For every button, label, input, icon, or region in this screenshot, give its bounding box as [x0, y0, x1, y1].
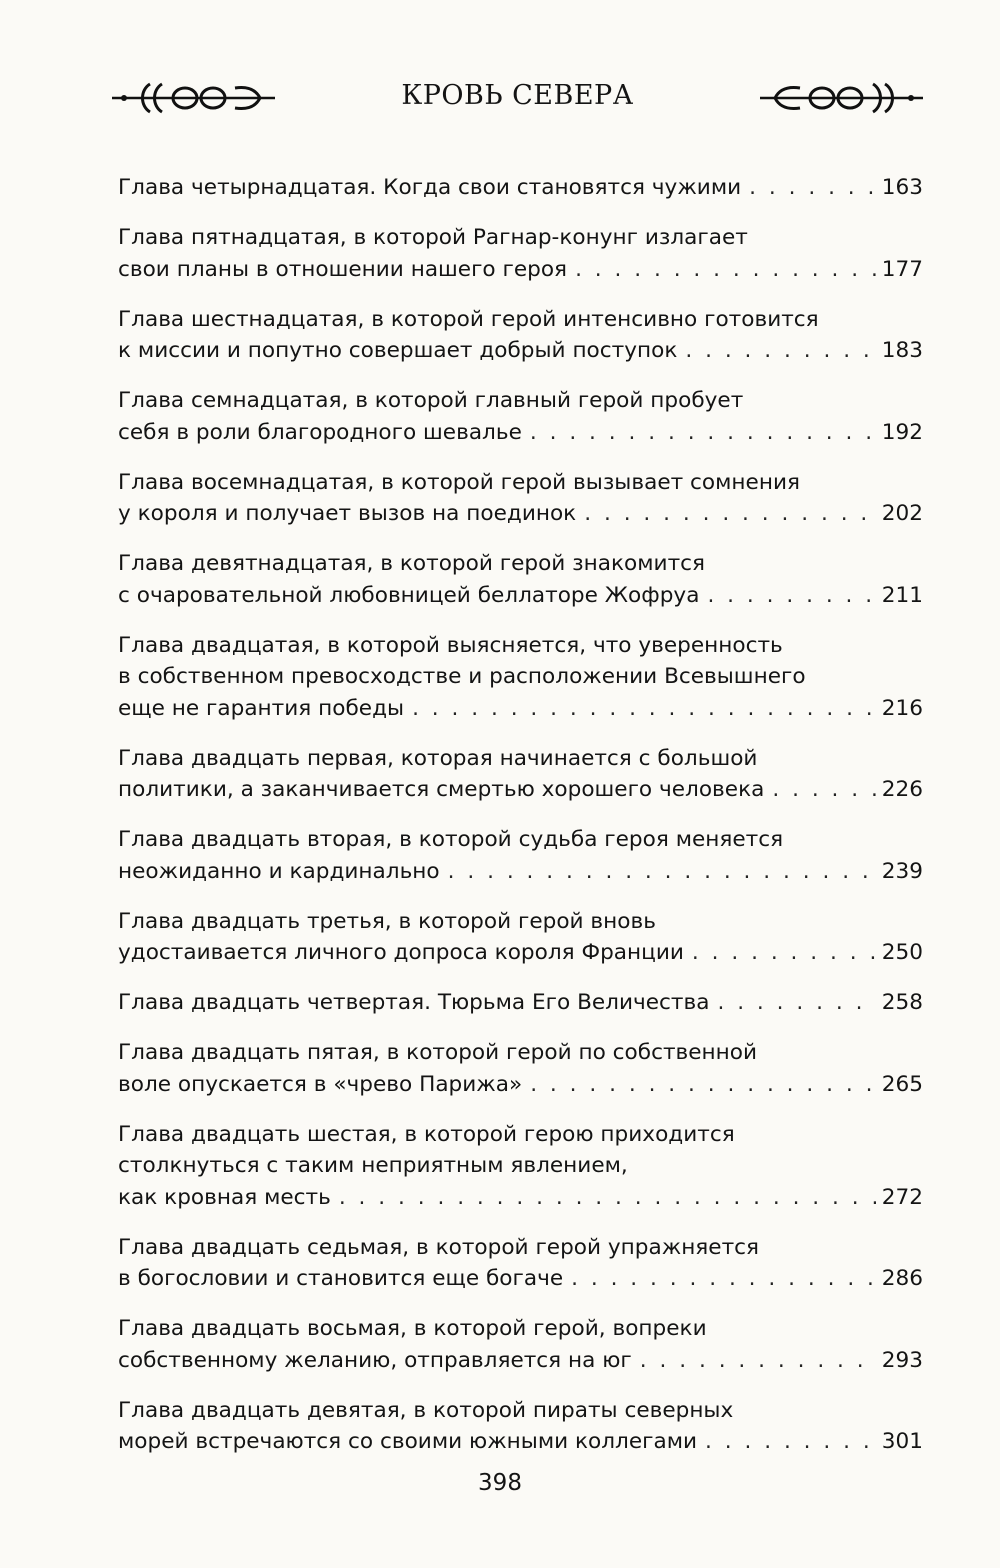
- toc-entry: [118, 1119, 923, 1214]
- toc-entry-last-line: [118, 335, 923, 367]
- toc-entry-line: свои планы в отношении нашего героя: [118, 256, 568, 282]
- toc-entry-line: Глава двадцать девятая, в которой пираты северных: [118, 1397, 734, 1423]
- toc-entry-line: Глава двадцать пятая, в которой герой по собственной: [118, 1040, 758, 1065]
- dot-leader: [530, 1069, 876, 1101]
- toc-page-number: 216: [881, 695, 923, 721]
- toc-page-number: 226: [881, 777, 923, 802]
- dot-leader: [640, 1345, 876, 1377]
- page-number: 398: [478, 1470, 522, 1496]
- toc-entry-line: с очаровательной любовницей беллаторе Жофруа: [118, 582, 700, 608]
- toc-entry-last-line: [118, 1345, 923, 1377]
- toc-entry: [118, 743, 923, 806]
- toc-entry-last-line: [118, 498, 923, 530]
- toc-entry: [118, 1313, 923, 1376]
- toc-entry-line: собственному желанию, отправляется на юг: [118, 1347, 632, 1373]
- toc-entry-last-line: [118, 1069, 923, 1101]
- toc-page-number: 211: [881, 582, 923, 608]
- toc-entry: [118, 1037, 923, 1100]
- table-of-contents: [118, 172, 923, 1476]
- toc-entry-line: в богословии и становится еще богаче: [118, 1266, 564, 1291]
- dot-leader: [772, 774, 875, 806]
- toc-page-number: 265: [881, 1071, 923, 1097]
- toc-entry-line: Глава двадцатая, в которой выясняется, что уверенность: [118, 632, 783, 658]
- toc-entry: [118, 1395, 923, 1458]
- toc-entry: [118, 548, 923, 611]
- toc-entry-line: Глава двадцать шестая, в которой герою приходится: [118, 1121, 735, 1147]
- toc-page-number: 293: [881, 1347, 923, 1373]
- toc-entry-last-line: [118, 254, 923, 286]
- toc-page-number: 192: [881, 419, 923, 445]
- dot-leader: [705, 1426, 876, 1458]
- dot-leader: [584, 498, 876, 530]
- dot-leader: [530, 417, 876, 449]
- toc-entry: [118, 824, 923, 887]
- dot-leader: [575, 254, 876, 286]
- dot-leader: [692, 937, 876, 969]
- toc-page-number: 202: [881, 501, 923, 526]
- toc-entry-line: Глава восемнадцатая, в которой герой вызывает сомнения: [118, 469, 800, 495]
- toc-entry-line: Глава семнадцатая, в которой главный герой пробует: [118, 388, 744, 413]
- toc-page-number: 250: [881, 940, 923, 965]
- toc-entry-line: неожиданно и кардинально: [118, 858, 440, 884]
- dot-leader: [448, 856, 876, 888]
- toc-entry-last-line: [118, 856, 923, 888]
- toc-entry-last-line: [118, 1426, 923, 1458]
- dot-leader: [707, 580, 875, 612]
- toc-entry-line: Глава двадцать первая, которая начинается с большой: [118, 745, 758, 771]
- toc-entry-line: себя в роли благородного шевалье: [118, 419, 522, 445]
- toc-entry: [118, 1232, 923, 1295]
- running-title: КРОВЬ СЕВЕРА: [401, 80, 634, 111]
- toc-entry-line: еще не гарантия победы: [118, 695, 405, 721]
- dot-leader: [717, 987, 875, 1019]
- toc-entry-line: Глава двадцать восьмая, в которой герой, вопреки: [118, 1316, 707, 1341]
- toc-entry-line: Глава девятнадцатая, в которой герой знакомится: [118, 551, 706, 576]
- dot-leader: [685, 335, 875, 367]
- dot-leader: [571, 1263, 876, 1295]
- toc-entry-line: Глава пятнадцатая, в которой Рагнар-конунг излагает: [118, 225, 748, 250]
- toc-entry-line: в собственном превосходстве и расположении Всевышнего: [118, 664, 806, 689]
- toc-entry-line: столкнуться с таким неприятным явлением,: [118, 1153, 628, 1178]
- toc-entry-last-line: [118, 1263, 923, 1295]
- toc-page-number: 163: [881, 175, 923, 200]
- toc-page-number: 286: [881, 1266, 923, 1291]
- running-header: [110, 72, 925, 122]
- toc-entry-last-line: [118, 693, 923, 725]
- toc-page-number: 183: [881, 338, 923, 363]
- toc-entry-line: воле опускается в «чрево Парижа»: [118, 1071, 523, 1097]
- toc-entry-last-line: [118, 774, 923, 806]
- toc-entry-line: Глава двадцать четвертая. Тюрьма Его Величества: [118, 990, 710, 1015]
- toc-entry-line: Глава двадцать третья, в которой герой вновь: [118, 908, 656, 934]
- toc-entry-line: Глава двадцать вторая, в которой судьба героя меняется: [118, 827, 784, 852]
- toc-page-number: 258: [881, 990, 923, 1015]
- toc-entry: [118, 385, 923, 448]
- toc-entry: [118, 987, 923, 1019]
- toc-entry-last-line: [118, 1182, 923, 1214]
- toc-entry-last-line: [118, 937, 923, 969]
- toc-page-number: 301: [881, 1429, 923, 1454]
- dot-leader: [412, 693, 876, 725]
- toc-entry-line: удостаивается личного допроса короля Франции: [118, 940, 684, 965]
- toc-entry: [118, 630, 923, 725]
- toc-entry: [118, 172, 923, 204]
- toc-page-number: 177: [881, 256, 923, 282]
- toc-entry-line: Глава четырнадцатая. Когда свои становятся чужими: [118, 175, 742, 200]
- toc-entry-last-line: [118, 580, 923, 612]
- toc-page-number: 272: [881, 1184, 923, 1210]
- toc-entry-line: как кровная месть: [118, 1184, 331, 1210]
- toc-entry-last-line: [118, 987, 923, 1019]
- toc-entry: [118, 304, 923, 367]
- dot-leader: [749, 172, 876, 204]
- toc-entry: [118, 906, 923, 969]
- ornament-right-icon: [760, 76, 925, 116]
- toc-entry-line: к миссии и попутно совершает добрый поступок: [118, 338, 678, 363]
- toc-entry-last-line: [118, 172, 923, 204]
- toc-entry: [118, 467, 923, 530]
- toc-entry-line: политики, а заканчивается смертью хорошего человека: [118, 777, 765, 802]
- toc-entry-last-line: [118, 417, 923, 449]
- toc-entry: [118, 222, 923, 285]
- toc-page-number: 239: [881, 858, 923, 884]
- toc-entry-line: морей встречаются со своими южными коллегами: [118, 1429, 698, 1454]
- toc-entry-line: Глава шестнадцатая, в которой герой интенсивно готовится: [118, 306, 819, 332]
- toc-entry-line: Глава двадцать седьмая, в которой герой упражняется: [118, 1234, 760, 1260]
- toc-entry-line: у короля и получает вызов на поединок: [118, 501, 577, 526]
- dot-leader: [339, 1182, 876, 1214]
